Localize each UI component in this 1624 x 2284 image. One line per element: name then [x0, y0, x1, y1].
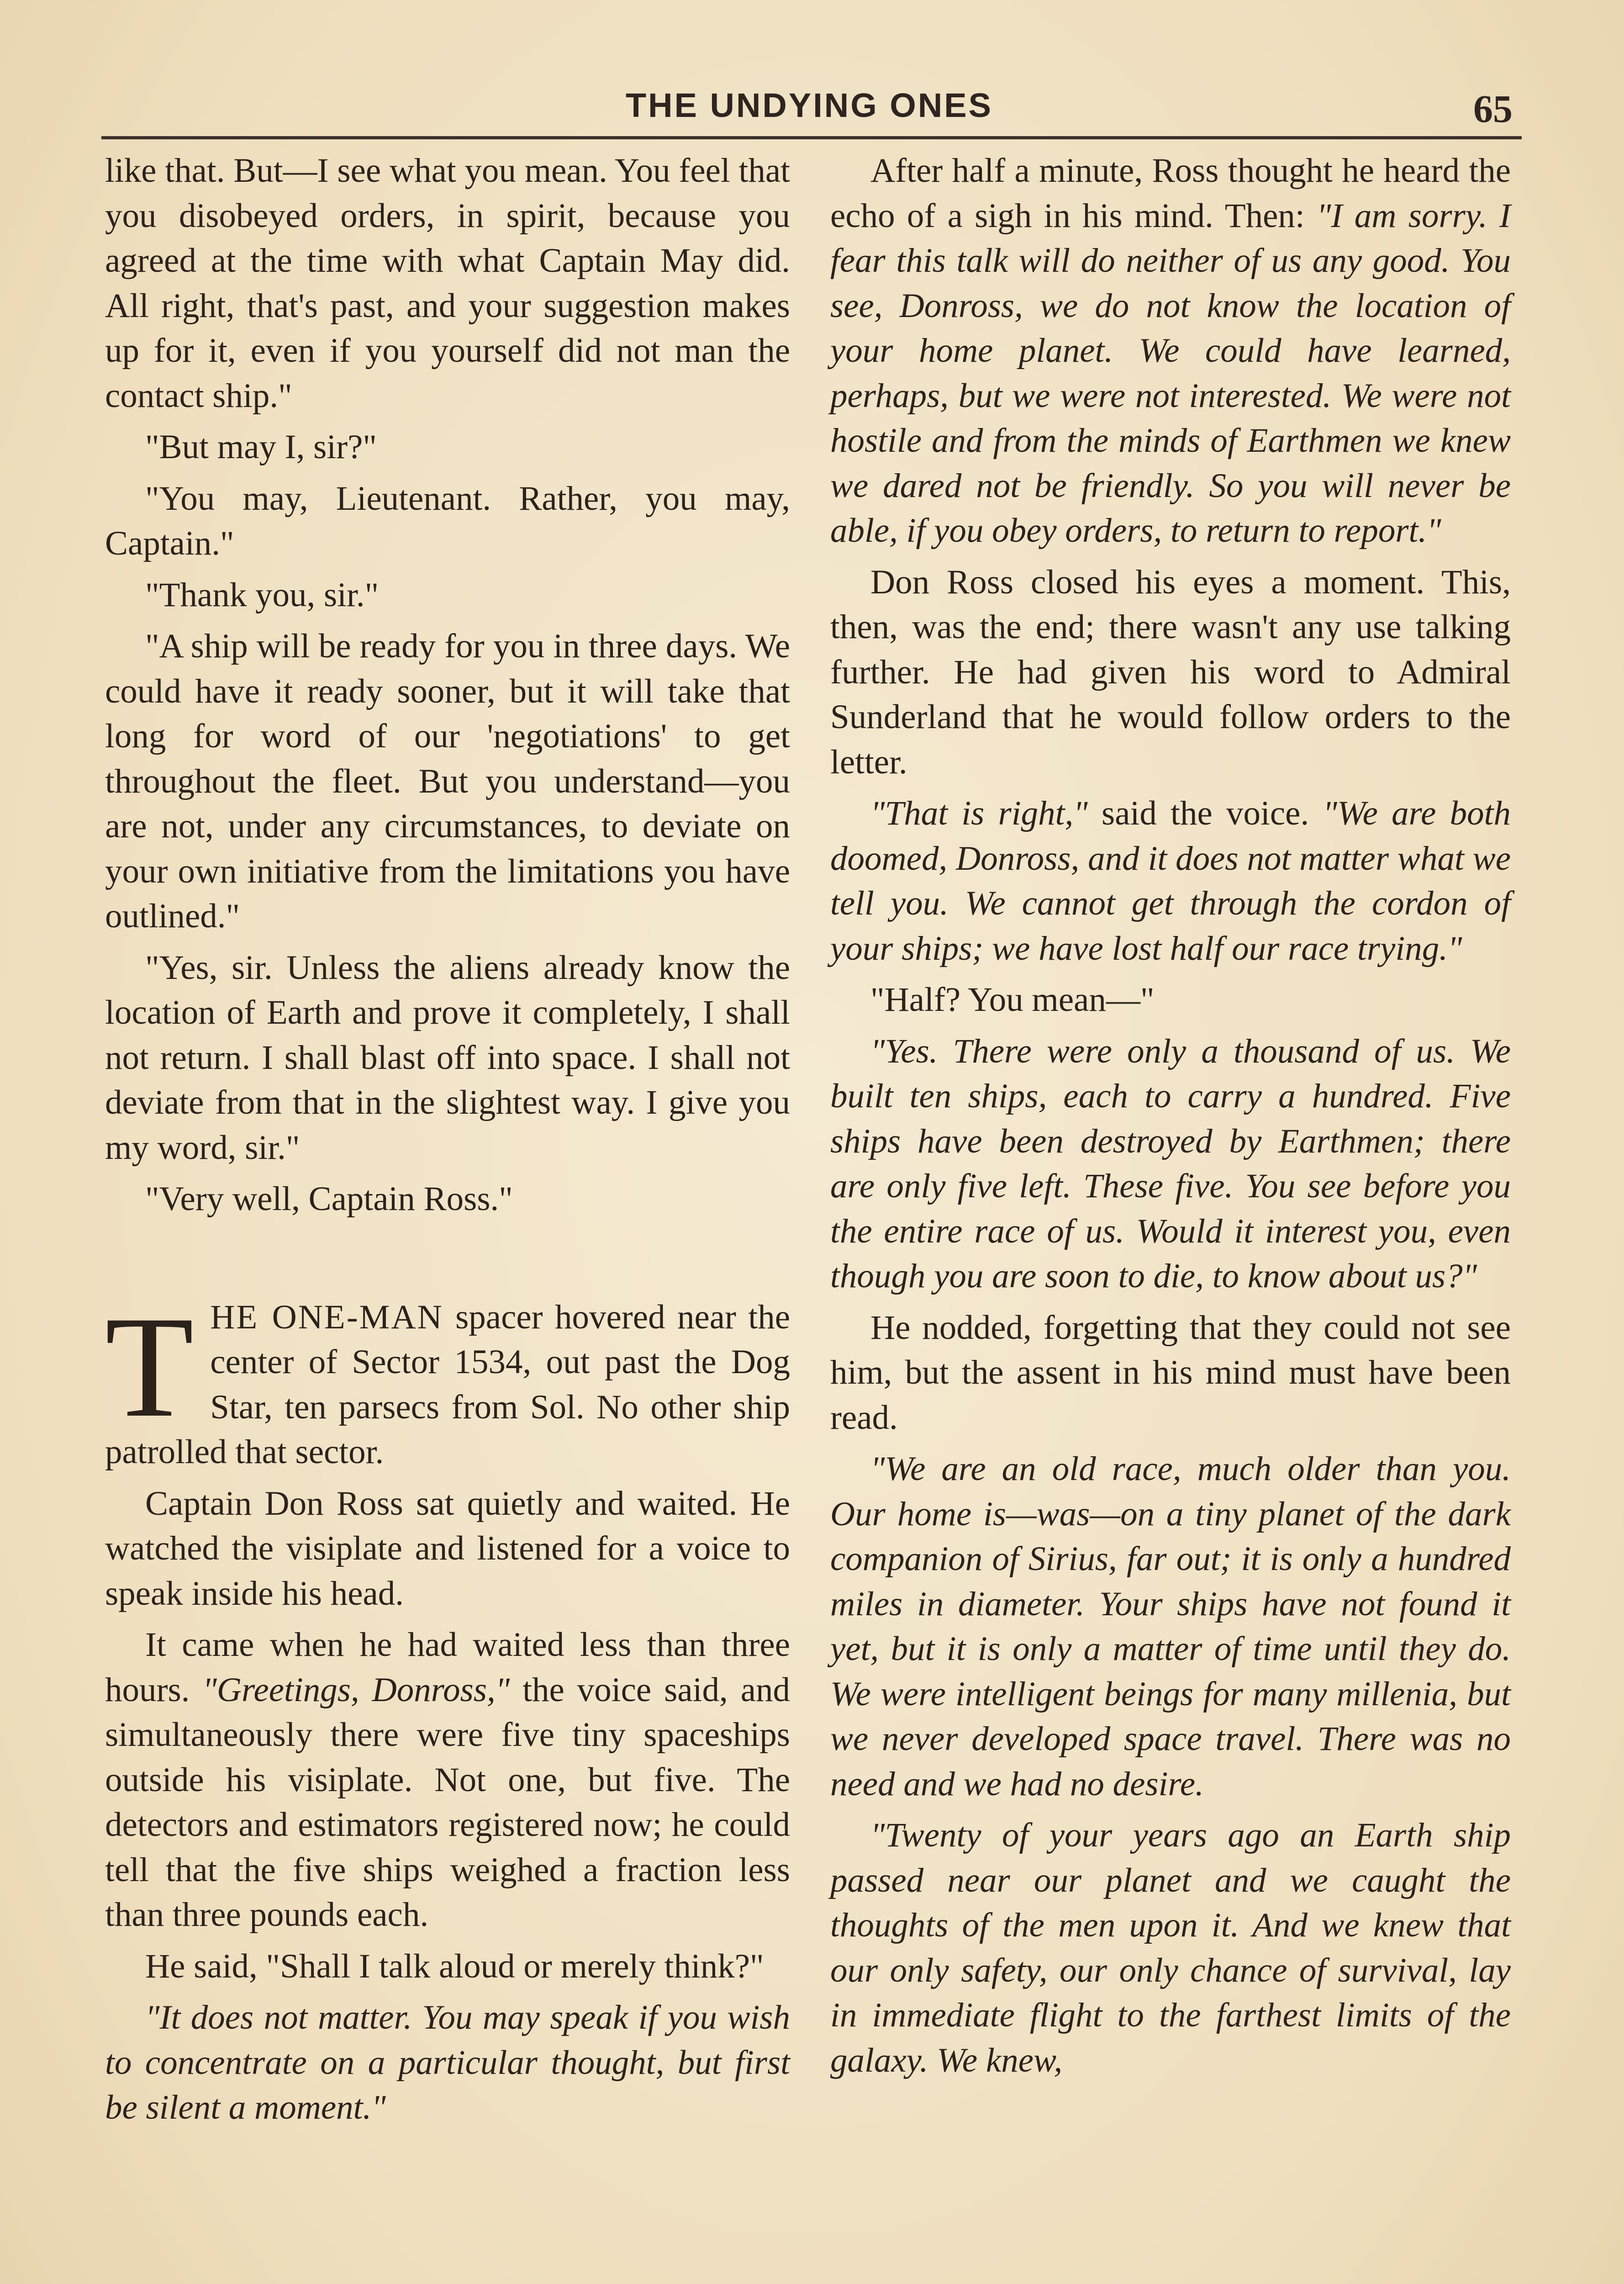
- page-number: 65: [1473, 87, 1513, 131]
- story-title: THE UNDYING ONES: [625, 86, 993, 124]
- right-column: [830, 148, 1511, 2089]
- paragraph: Don Ross closed his eyes a moment. This, then, was the end; there wasn't any use talking further. He had given his word to Admiral Sunderland that he would follow orders to the letter.: [830, 563, 1511, 781]
- paragraph-text: the voice said, and simultaneously there were five tiny spaceships outside his visiplate. Not one, but five. The detectors and estimators registered now; he could tell that the five ships weighed a fraction less than three pounds each.: [105, 1671, 790, 1934]
- paragraph-text: After half a minute, Ross thought he heard the echo of a sigh in his mind. Then:: [830, 152, 1511, 235]
- paragraph: "A ship will be ready for you in three days. We could have it ready sooner, but it will take that long for word of our 'negotiations' to get throughout the fleet. But you understand—you are not, under any circumstances, to deviate on your own initiative from the limitations you have outlined.": [105, 627, 790, 935]
- section-opening-paragraph: [105, 1286, 790, 1475]
- left-column: [105, 148, 790, 2137]
- paragraph: "You may, Lieutenant. Rather, you may, Captain.": [105, 479, 790, 562]
- paragraph: like that. But—I see what you mean. You feel that you disobeyed orders, in spirit, because you agreed at the time with what Captain May did. All right, that's past, and your suggestion makes up for it, even if you yourself did not man the contact ship.": [105, 152, 790, 415]
- italic-paragraph: "It does not matter. You may speak if you wish to concentrate on a particular thought, but first be silent a moment.": [105, 1998, 790, 2126]
- paragraph: "Half? You mean—": [870, 981, 1155, 1019]
- italic-speech: "That is right,": [870, 794, 1088, 832]
- italic-paragraph: "We are an old race, much older than you. Our home is—was—on a tiny planet of the dark companion of Sirius, far out; it is only a hundred miles in diameter. Your ships have not found it yet, but it is only a matter of time until they do. We were intelligent beings for many millenia, but we never developed space travel. There was no need and we had no desire.: [830, 1450, 1511, 1803]
- running-header: [101, 81, 1517, 136]
- paragraph: He nodded, forgetting that they could not see him, but the assent in his mind must have been read.: [830, 1308, 1511, 1437]
- paragraph: "But may I, sir?": [145, 428, 377, 466]
- header-rule: [101, 136, 1522, 139]
- paragraph-text: It came when he had waited less than three hours.: [105, 1626, 790, 1709]
- paragraph: He said, "Shall I talk aloud or merely think?": [145, 1947, 764, 1985]
- paragraph: "Very well, Captain Ross.": [145, 1180, 513, 1218]
- paragraph: [105, 1623, 790, 1938]
- drop-cap: T: [105, 1286, 194, 1447]
- opening-text: spacer hovered near the center of Sector 1534, out past the Dog Star, ten parsecs from Sol. No other ship patrolled that sector.: [105, 1298, 790, 1471]
- paragraph: [830, 148, 1511, 554]
- italic-paragraph: "Twenty of your years ago an Earth ship passed near our planet and we caught the thoughts of the men upon it. And we knew that our only safety, our only chance of survival, lay in immediate flight to the farthest limits of the galaxy. We knew,: [830, 1816, 1511, 2079]
- paragraph: Captain Don Ross sat quietly and waited. He watched the visiplate and listened for a voice to speak inside his head.: [105, 1484, 790, 1613]
- paragraph: "Yes, sir. Unless the aliens already know the location of Earth and prove it completely, I shall not return. I shall blast off into space. I shall not deviate from that in the slightest way. I give you my word, sir.": [105, 948, 790, 1167]
- italic-speech: "We are both doomed, Donross, and it does not matter what we tell you. We cannot get through the cordon of your ships; we have lost half our race trying.": [830, 794, 1511, 968]
- opening-small-caps: HE ONE-MAN: [210, 1298, 443, 1336]
- paragraph: [830, 791, 1511, 971]
- paragraph-text: said the voice.: [1087, 794, 1323, 832]
- italic-paragraph: "Yes. There were only a thousand of us. We built ten ships, each to carry a hundred. Five ships have been destroyed by Earthmen; there are only five left. These five. You see before you the entire race of us. Would it interest you, even though you are soon to die, to know about us?": [830, 1032, 1511, 1295]
- italic-speech: "I am sorry. I fear this talk will do neither of us any good. You see, Donross, we do not know the location of your home planet. We could have learned, perhaps, but we were not interested. We were not hostile and from the minds of Earthmen we knew we dared not be friendly. So you will never be able, if you obey orders, to return to report.": [830, 196, 1511, 550]
- italic-speech: "Greetings, Donross,": [202, 1671, 510, 1709]
- paragraph: "Thank you, sir.": [145, 576, 379, 614]
